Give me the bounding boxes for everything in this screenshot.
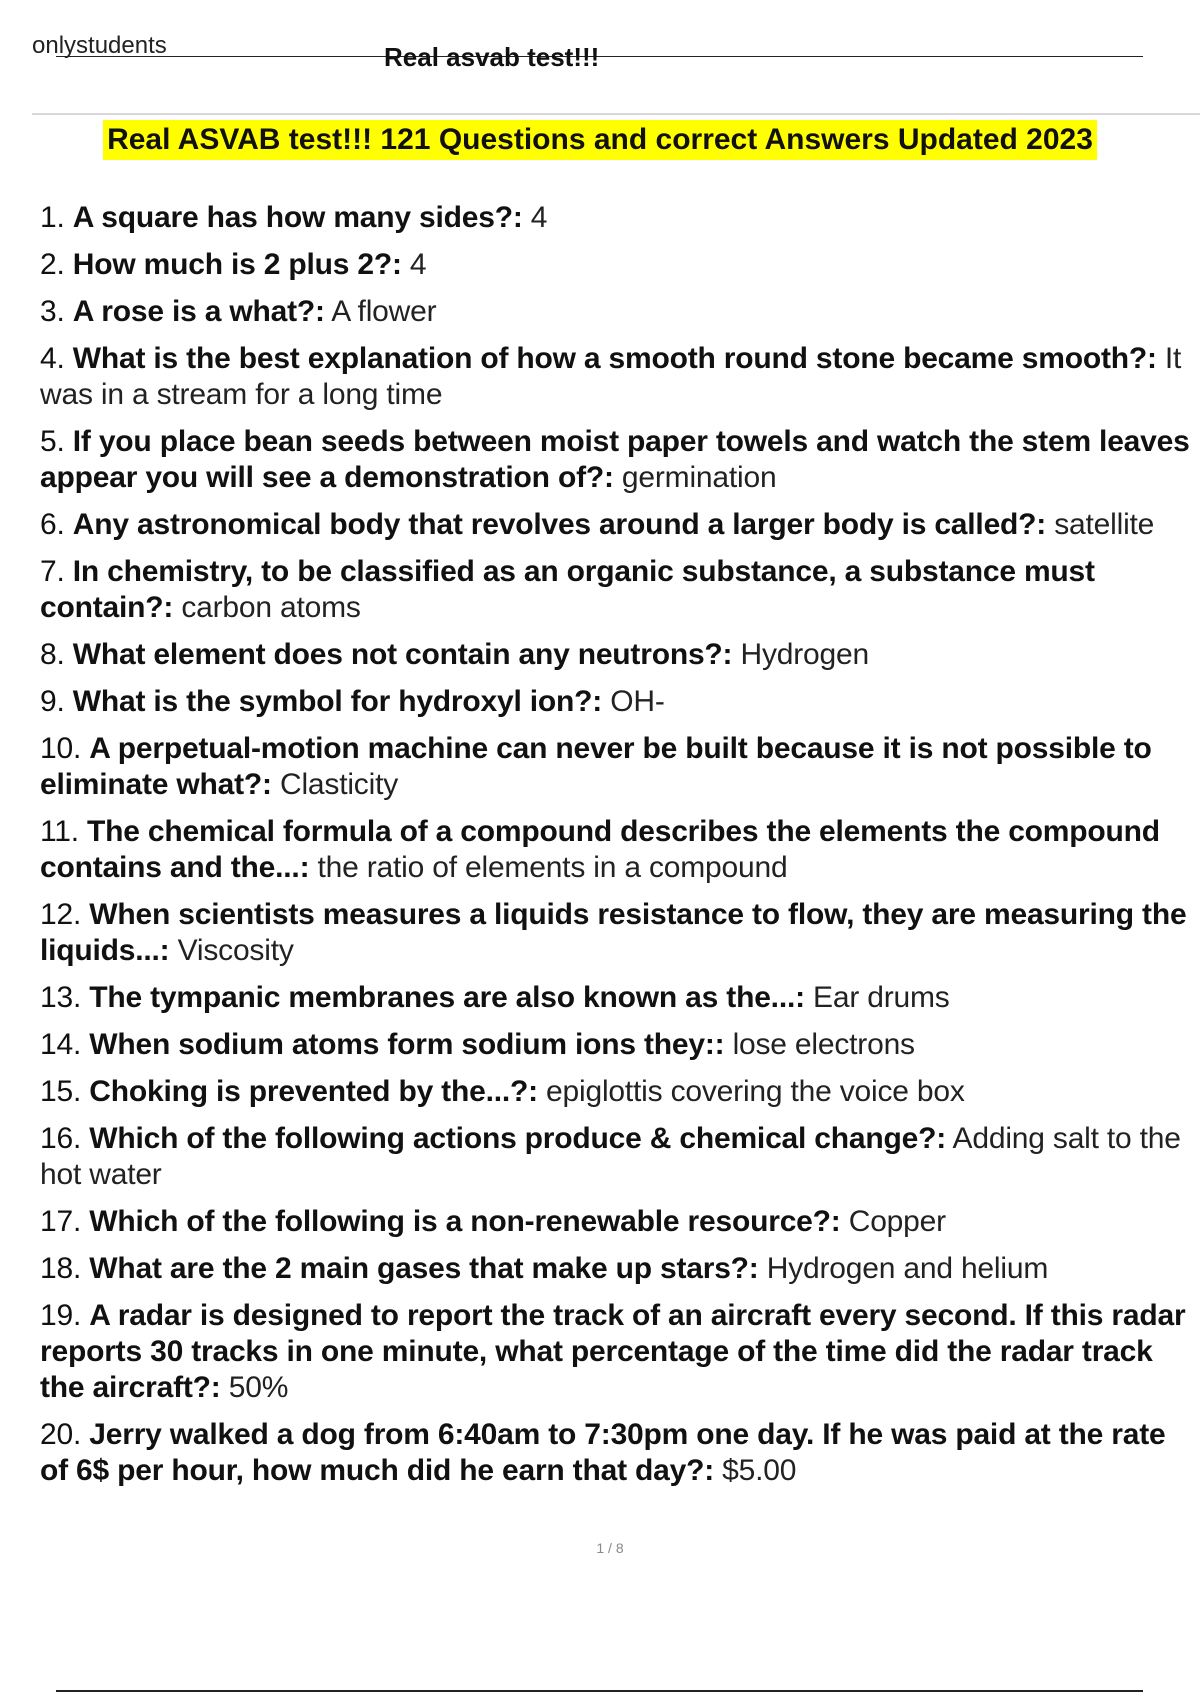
question-text: How much is 2 plus 2?: xyxy=(72,248,402,281)
question-number: 4. xyxy=(40,342,65,375)
qa-item xyxy=(40,294,1190,330)
qa-item xyxy=(40,980,1190,1016)
answer-text: Clasticity xyxy=(279,768,398,801)
question-number: 19. xyxy=(40,1299,82,1332)
question-text: A rose is a what?: xyxy=(72,295,325,328)
qa-item xyxy=(40,1251,1190,1287)
qa-item xyxy=(40,424,1190,496)
qa-item xyxy=(40,1121,1190,1193)
answer-text: lose electrons xyxy=(732,1028,915,1061)
question-number: 8. xyxy=(40,638,65,671)
question-answer-list xyxy=(40,200,1190,1500)
answer-text: carbon atoms xyxy=(181,591,361,624)
question-number: 17. xyxy=(40,1205,82,1238)
answer-text: It was in a stream for a long time xyxy=(40,342,1182,411)
question-text: Which of the following actions produce & chemical change?: xyxy=(89,1122,947,1155)
answer-text: Viscosity xyxy=(177,934,294,967)
question-number: 20. xyxy=(40,1418,82,1451)
qa-item xyxy=(40,897,1190,969)
answer-text: germination xyxy=(621,461,777,494)
site-name: onlystudents xyxy=(32,32,167,59)
question-number: 7. xyxy=(40,555,65,588)
question-number: 2. xyxy=(40,248,65,281)
question-text: The tympanic membranes are also known as the...: xyxy=(89,981,805,1014)
highlighted-title-banner: Real ASVAB test!!! 121 Questions and correct Answers Updated 2023 xyxy=(103,120,1097,160)
question-text: When scientists measures a liquids resistance to flow, they are measuring the liquids...: xyxy=(40,898,1187,967)
qa-item xyxy=(40,731,1190,803)
question-text: A perpetual-motion machine can never be built because it is not possible to eliminate what?: xyxy=(40,732,1152,801)
answer-text: Ear drums xyxy=(813,981,950,1014)
footer-rule xyxy=(56,1690,1143,1692)
answer-text: OH- xyxy=(610,685,665,718)
answer-text: Copper xyxy=(848,1205,946,1238)
question-text: Jerry walked a dog from 6:40am to 7:30pm one day. If he was paid at the rate of 6$ per hour, how much did he earn that day?: xyxy=(40,1418,1166,1487)
question-text: Any astronomical body that revolves around a larger body is called?: xyxy=(72,508,1047,541)
qa-item xyxy=(40,247,1190,283)
question-text: Which of the following is a non-renewable resource?: xyxy=(89,1205,841,1238)
question-text: A radar is designed to report the track of an aircraft every second. If this radar reports 30 tracks in one minute, what percentage of the time did the radar track the aircraft?: xyxy=(40,1299,1186,1404)
question-number: 14. xyxy=(40,1028,82,1061)
question-text: A square has how many sides?: xyxy=(72,201,523,234)
answer-text: Hydrogen xyxy=(740,638,869,671)
answer-text: 4 xyxy=(530,201,548,234)
qa-item xyxy=(40,684,1190,720)
question-text: The chemical formula of a compound describes the elements the compound contains and the...: xyxy=(40,815,1160,884)
question-text: What is the symbol for hydroxyl ion?: xyxy=(72,685,603,718)
answer-text: 50% xyxy=(228,1371,289,1404)
qa-item xyxy=(40,637,1190,673)
question-text: When sodium atoms form sodium ions they:: xyxy=(89,1028,725,1061)
question-number: 18. xyxy=(40,1252,82,1285)
question-text: What element does not contain any neutrons?: xyxy=(72,638,733,671)
answer-text: Adding salt to the hot water xyxy=(40,1122,1181,1191)
question-number: 9. xyxy=(40,685,65,718)
answer-text: $5.00 xyxy=(722,1454,797,1487)
qa-item xyxy=(40,341,1190,413)
qa-item xyxy=(40,200,1190,236)
question-text: Choking is prevented by the...?: xyxy=(89,1075,538,1108)
banner-container xyxy=(0,120,1200,160)
qa-item xyxy=(40,1027,1190,1063)
qa-item xyxy=(40,1074,1190,1110)
answer-text: Hydrogen and helium xyxy=(766,1252,1049,1285)
question-number: 6. xyxy=(40,508,65,541)
qa-item xyxy=(40,814,1190,886)
qa-item xyxy=(40,507,1190,543)
question-number: 11. xyxy=(40,815,79,848)
question-number: 3. xyxy=(40,295,65,328)
question-number: 12. xyxy=(40,898,82,931)
answer-text: 4 xyxy=(409,248,427,281)
qa-item xyxy=(40,554,1190,626)
question-number: 5. xyxy=(40,425,65,458)
question-number: 13. xyxy=(40,981,82,1014)
question-text: If you place bean seeds between moist paper towels and watch the stem leaves appear you will see a demonstration of?: xyxy=(40,425,1190,494)
answer-text: epiglottis covering the voice box xyxy=(546,1075,965,1108)
page-number: 1 / 8 xyxy=(596,1540,624,1556)
header-rule xyxy=(56,56,1143,57)
answer-text: the ratio of elements in a compound xyxy=(317,851,788,884)
question-number: 10. xyxy=(40,732,82,765)
answer-text: A flower xyxy=(331,295,437,328)
question-text: What are the 2 main gases that make up stars?: xyxy=(89,1252,759,1285)
page-header xyxy=(0,0,1200,110)
question-number: 15. xyxy=(40,1075,82,1108)
document-title: Real asvab test!!! xyxy=(384,42,600,72)
qa-item xyxy=(40,1204,1190,1240)
question-text: What is the best explanation of how a smooth round stone became smooth?: xyxy=(72,342,1157,375)
question-text: In chemistry, to be classified as an organic substance, a substance must contain?: xyxy=(40,555,1095,624)
qa-item xyxy=(40,1417,1190,1489)
header-divider xyxy=(32,113,1200,115)
question-number: 16. xyxy=(40,1122,82,1155)
qa-item xyxy=(40,1298,1190,1406)
question-number: 1. xyxy=(40,201,65,234)
answer-text: satellite xyxy=(1054,508,1155,541)
